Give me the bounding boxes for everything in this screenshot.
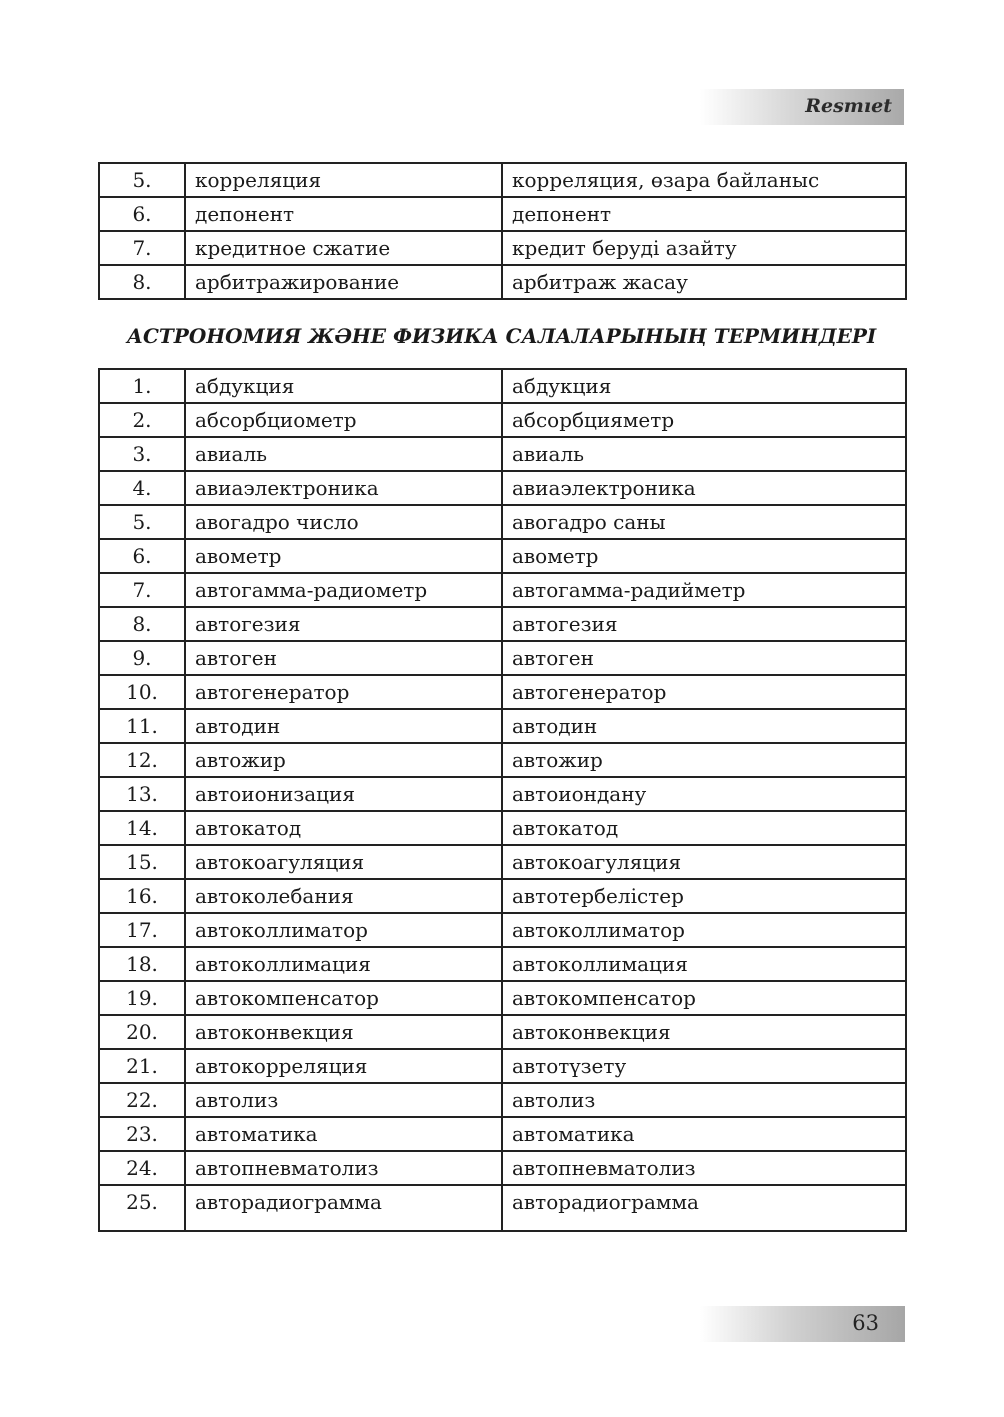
russian-term: авометр <box>185 539 502 573</box>
table-row <box>99 607 906 641</box>
table-row <box>99 163 906 197</box>
kazakh-term: автотүзету <box>502 1049 906 1083</box>
kazakh-term: автоиондану <box>502 777 906 811</box>
table-row <box>99 675 906 709</box>
kazakh-term: автогамма-радийметр <box>502 573 906 607</box>
row-number: 9. <box>99 641 185 675</box>
russian-term: автогамма-радиометр <box>185 573 502 607</box>
row-number: 6. <box>99 539 185 573</box>
table-row <box>99 641 906 675</box>
russian-term: автокоагуляция <box>185 845 502 879</box>
kazakh-term: абдукция <box>502 369 906 403</box>
kazakh-term: корреляция, өзара байланыс <box>502 163 906 197</box>
table-row <box>99 743 906 777</box>
kazakh-term: авиаэлектроника <box>502 471 906 505</box>
table-row <box>99 265 906 299</box>
kazakh-term: абсорбцияметр <box>502 403 906 437</box>
kazakh-term: автотербелістер <box>502 879 906 913</box>
table-row <box>99 913 906 947</box>
terms-table-continued <box>98 162 907 300</box>
russian-term: автоколлиматор <box>185 913 502 947</box>
kazakh-term: авиаль <box>502 437 906 471</box>
table-row <box>99 369 906 403</box>
page-number: 63 <box>852 1311 879 1335</box>
russian-term: автоколлимация <box>185 947 502 981</box>
kazakh-term: авометр <box>502 539 906 573</box>
kazakh-term: авторадиограмма <box>502 1185 906 1231</box>
russian-term: корреляция <box>185 163 502 197</box>
row-number: 3. <box>99 437 185 471</box>
kazakh-term: автолиз <box>502 1083 906 1117</box>
row-number: 12. <box>99 743 185 777</box>
table-row <box>99 879 906 913</box>
table-row <box>99 231 906 265</box>
table-row <box>99 1185 906 1231</box>
page-footer <box>700 1306 905 1342</box>
table-row <box>99 947 906 981</box>
russian-term: абдукция <box>185 369 502 403</box>
russian-term: автокорреляция <box>185 1049 502 1083</box>
russian-term: арбитражирование <box>185 265 502 299</box>
row-number: 11. <box>99 709 185 743</box>
row-number: 7. <box>99 231 185 265</box>
row-number: 2. <box>99 403 185 437</box>
russian-term: автоколебания <box>185 879 502 913</box>
row-number: 8. <box>99 265 185 299</box>
table-row <box>99 403 906 437</box>
kazakh-term: автогезия <box>502 607 906 641</box>
table-row <box>99 505 906 539</box>
russian-term: депонент <box>185 197 502 231</box>
russian-term: автожир <box>185 743 502 777</box>
russian-term: авторадиограмма <box>185 1185 502 1231</box>
row-number: 17. <box>99 913 185 947</box>
row-number: 16. <box>99 879 185 913</box>
row-number: 15. <box>99 845 185 879</box>
russian-term: автогезия <box>185 607 502 641</box>
table-row <box>99 811 906 845</box>
russian-term: автолиз <box>185 1083 502 1117</box>
kazakh-term: арбитраж жасау <box>502 265 906 299</box>
kazakh-term: автоген <box>502 641 906 675</box>
row-number: 22. <box>99 1083 185 1117</box>
row-number: 18. <box>99 947 185 981</box>
table-row <box>99 845 906 879</box>
russian-term: автокатод <box>185 811 502 845</box>
row-number: 19. <box>99 981 185 1015</box>
running-header <box>700 89 904 125</box>
row-number: 1. <box>99 369 185 403</box>
kazakh-term: автоконвекция <box>502 1015 906 1049</box>
kazakh-term: автопневматолиз <box>502 1151 906 1185</box>
kazakh-term: автоколлимация <box>502 947 906 981</box>
table-row <box>99 471 906 505</box>
russian-term: автогенератор <box>185 675 502 709</box>
row-number: 20. <box>99 1015 185 1049</box>
terms-table-astronomy-physics <box>98 368 907 1232</box>
russian-term: абсорбциометр <box>185 403 502 437</box>
kazakh-term: автодин <box>502 709 906 743</box>
row-number: 7. <box>99 573 185 607</box>
row-number: 5. <box>99 163 185 197</box>
table-row <box>99 197 906 231</box>
kazakh-term: кредит беруді азайту <box>502 231 906 265</box>
kazakh-term: автоматика <box>502 1117 906 1151</box>
russian-term: автокомпенсатор <box>185 981 502 1015</box>
section-title: АСТРОНОМИЯ ЖӘНЕ ФИЗИКА САЛАЛАРЫНЫҢ ТЕРМИНДЕРІ <box>126 324 877 348</box>
row-number: 8. <box>99 607 185 641</box>
table-row <box>99 981 906 1015</box>
table-row <box>99 1015 906 1049</box>
kazakh-term: автоколлиматор <box>502 913 906 947</box>
russian-term: авиаль <box>185 437 502 471</box>
kazakh-term: автокатод <box>502 811 906 845</box>
row-number: 10. <box>99 675 185 709</box>
kazakh-term: автокомпенсатор <box>502 981 906 1015</box>
russian-term: автопневматолиз <box>185 1151 502 1185</box>
kazakh-term: депонент <box>502 197 906 231</box>
russian-term: авогадро число <box>185 505 502 539</box>
russian-term: кредитное сжатие <box>185 231 502 265</box>
kazakh-term: авогадро саны <box>502 505 906 539</box>
row-number: 6. <box>99 197 185 231</box>
russian-term: автоконвекция <box>185 1015 502 1049</box>
table-row <box>99 539 906 573</box>
table-row <box>99 709 906 743</box>
russian-term: авиаэлектроника <box>185 471 502 505</box>
row-number: 23. <box>99 1117 185 1151</box>
kazakh-term: автокоагуляция <box>502 845 906 879</box>
russian-term: автоген <box>185 641 502 675</box>
row-number: 25. <box>99 1185 185 1231</box>
table-row <box>99 573 906 607</box>
russian-term: автоионизация <box>185 777 502 811</box>
row-number: 4. <box>99 471 185 505</box>
row-number: 24. <box>99 1151 185 1185</box>
kazakh-term: автогенератор <box>502 675 906 709</box>
table-row <box>99 1151 906 1185</box>
table-row <box>99 777 906 811</box>
kazakh-term: автожир <box>502 743 906 777</box>
table-row <box>99 1083 906 1117</box>
table-row <box>99 437 906 471</box>
row-number: 5. <box>99 505 185 539</box>
row-number: 21. <box>99 1049 185 1083</box>
row-number: 13. <box>99 777 185 811</box>
header-label: Resmıet <box>805 95 892 117</box>
table-row <box>99 1117 906 1151</box>
row-number: 14. <box>99 811 185 845</box>
russian-term: автоматика <box>185 1117 502 1151</box>
russian-term: автодин <box>185 709 502 743</box>
table-row <box>99 1049 906 1083</box>
